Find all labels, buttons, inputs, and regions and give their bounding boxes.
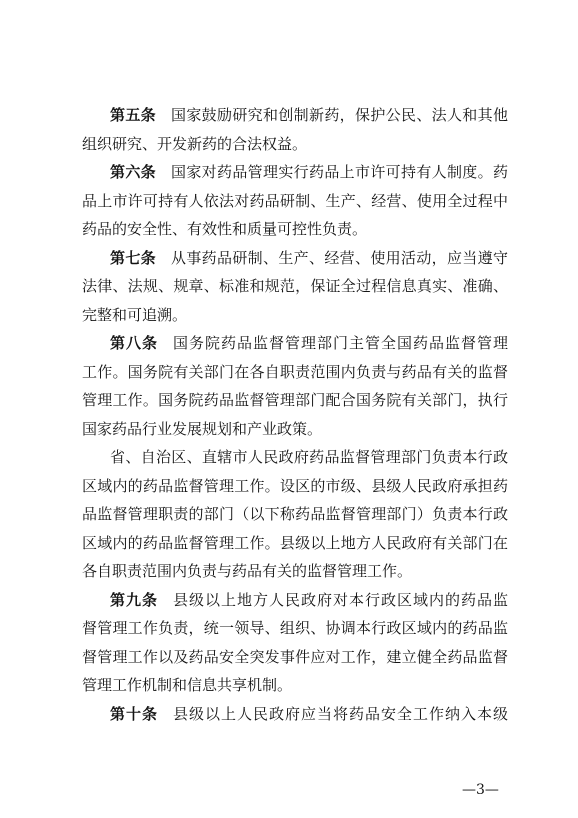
text-line — [82, 101, 508, 130]
article-8-paragraph-2 — [82, 443, 508, 586]
text-line: 各自职责范围内负责与药品有关的监督管理工作。 — [82, 562, 413, 580]
text-line: 法律、法规、规章、标准和规范，保证全过程信息真实、准确、 — [82, 277, 508, 295]
text-line: 品监督管理职责的部门（以下称药品监督管理部门）负责本行政 — [82, 505, 508, 523]
line-text: 国家鼓励研究和创制新药，保护公民、法人和其他 — [171, 106, 508, 124]
line-text: 县级以上地方人民政府对本行政区域内的药品监 — [173, 590, 508, 609]
text-line: 品上市许可持有人依法对药品研制、生产、经营、使用全过程中 — [82, 191, 508, 210]
page-number: —3— — [462, 782, 499, 798]
article-7 — [82, 244, 508, 330]
article-label: 第八条 — [110, 334, 158, 352]
text-line: 管理工作。国务院药品监督管理部门配合国务院有关部门，执行 — [82, 391, 508, 409]
article-5 — [82, 101, 508, 158]
article-10 — [82, 700, 508, 729]
line-text: 县级以上人民政府应当将药品安全工作纳入本级 — [173, 704, 508, 723]
text-line — [82, 700, 508, 729]
line-text: 从事药品研制、生产、经营、使用活动，应当遵守 — [171, 248, 508, 267]
text-line: 国家药品行业发展规划和产业政策。 — [82, 419, 323, 438]
article-8 — [82, 329, 508, 443]
article-label: 第五条 — [110, 106, 156, 124]
article-label: 第九条 — [110, 590, 158, 609]
text-line: 区域内的药品监督管理工作。设区的市级、县级人民政府承担药 — [82, 476, 508, 495]
text-line: 管理工作机制和信息共享机制。 — [82, 676, 293, 694]
line-text: 国务院药品监督管理部门主管全国药品监督管理 — [173, 334, 508, 352]
text-line: 督管理工作负责，统一领导、组织、协调本行政区域内的药品监 — [82, 619, 508, 637]
article-label: 第十条 — [110, 704, 158, 723]
article-6 — [82, 158, 508, 244]
text-line: 组织研究、开发新药的合法权益。 — [82, 134, 308, 153]
text-line — [82, 329, 508, 358]
article-label: 第六条 — [110, 163, 156, 181]
text-line: 工作。国务院有关部门在各自职责范围内负责与药品有关的监督 — [82, 362, 508, 381]
text-line — [82, 158, 508, 187]
text-line: 完整和可追溯。 — [82, 305, 188, 324]
text-line — [82, 244, 508, 273]
text-line: 省、自治区、直辖市人民政府药品监督管理部门负责本行政 — [110, 448, 508, 466]
article-label: 第七条 — [110, 248, 156, 267]
text-line: 药品的安全性、有效性和质量可控性负责。 — [82, 220, 368, 238]
line-text: 国家对药品管理实行药品上市许可持有人制度。药 — [171, 163, 508, 181]
text-line — [82, 586, 508, 615]
article-9 — [82, 586, 508, 700]
document-body — [82, 101, 508, 728]
text-line: 督管理工作以及药品安全突发事件应对工作，建立健全药品监督 — [82, 647, 508, 666]
text-line: 区域内的药品监督管理工作。县级以上地方人民政府有关部门在 — [82, 533, 508, 552]
